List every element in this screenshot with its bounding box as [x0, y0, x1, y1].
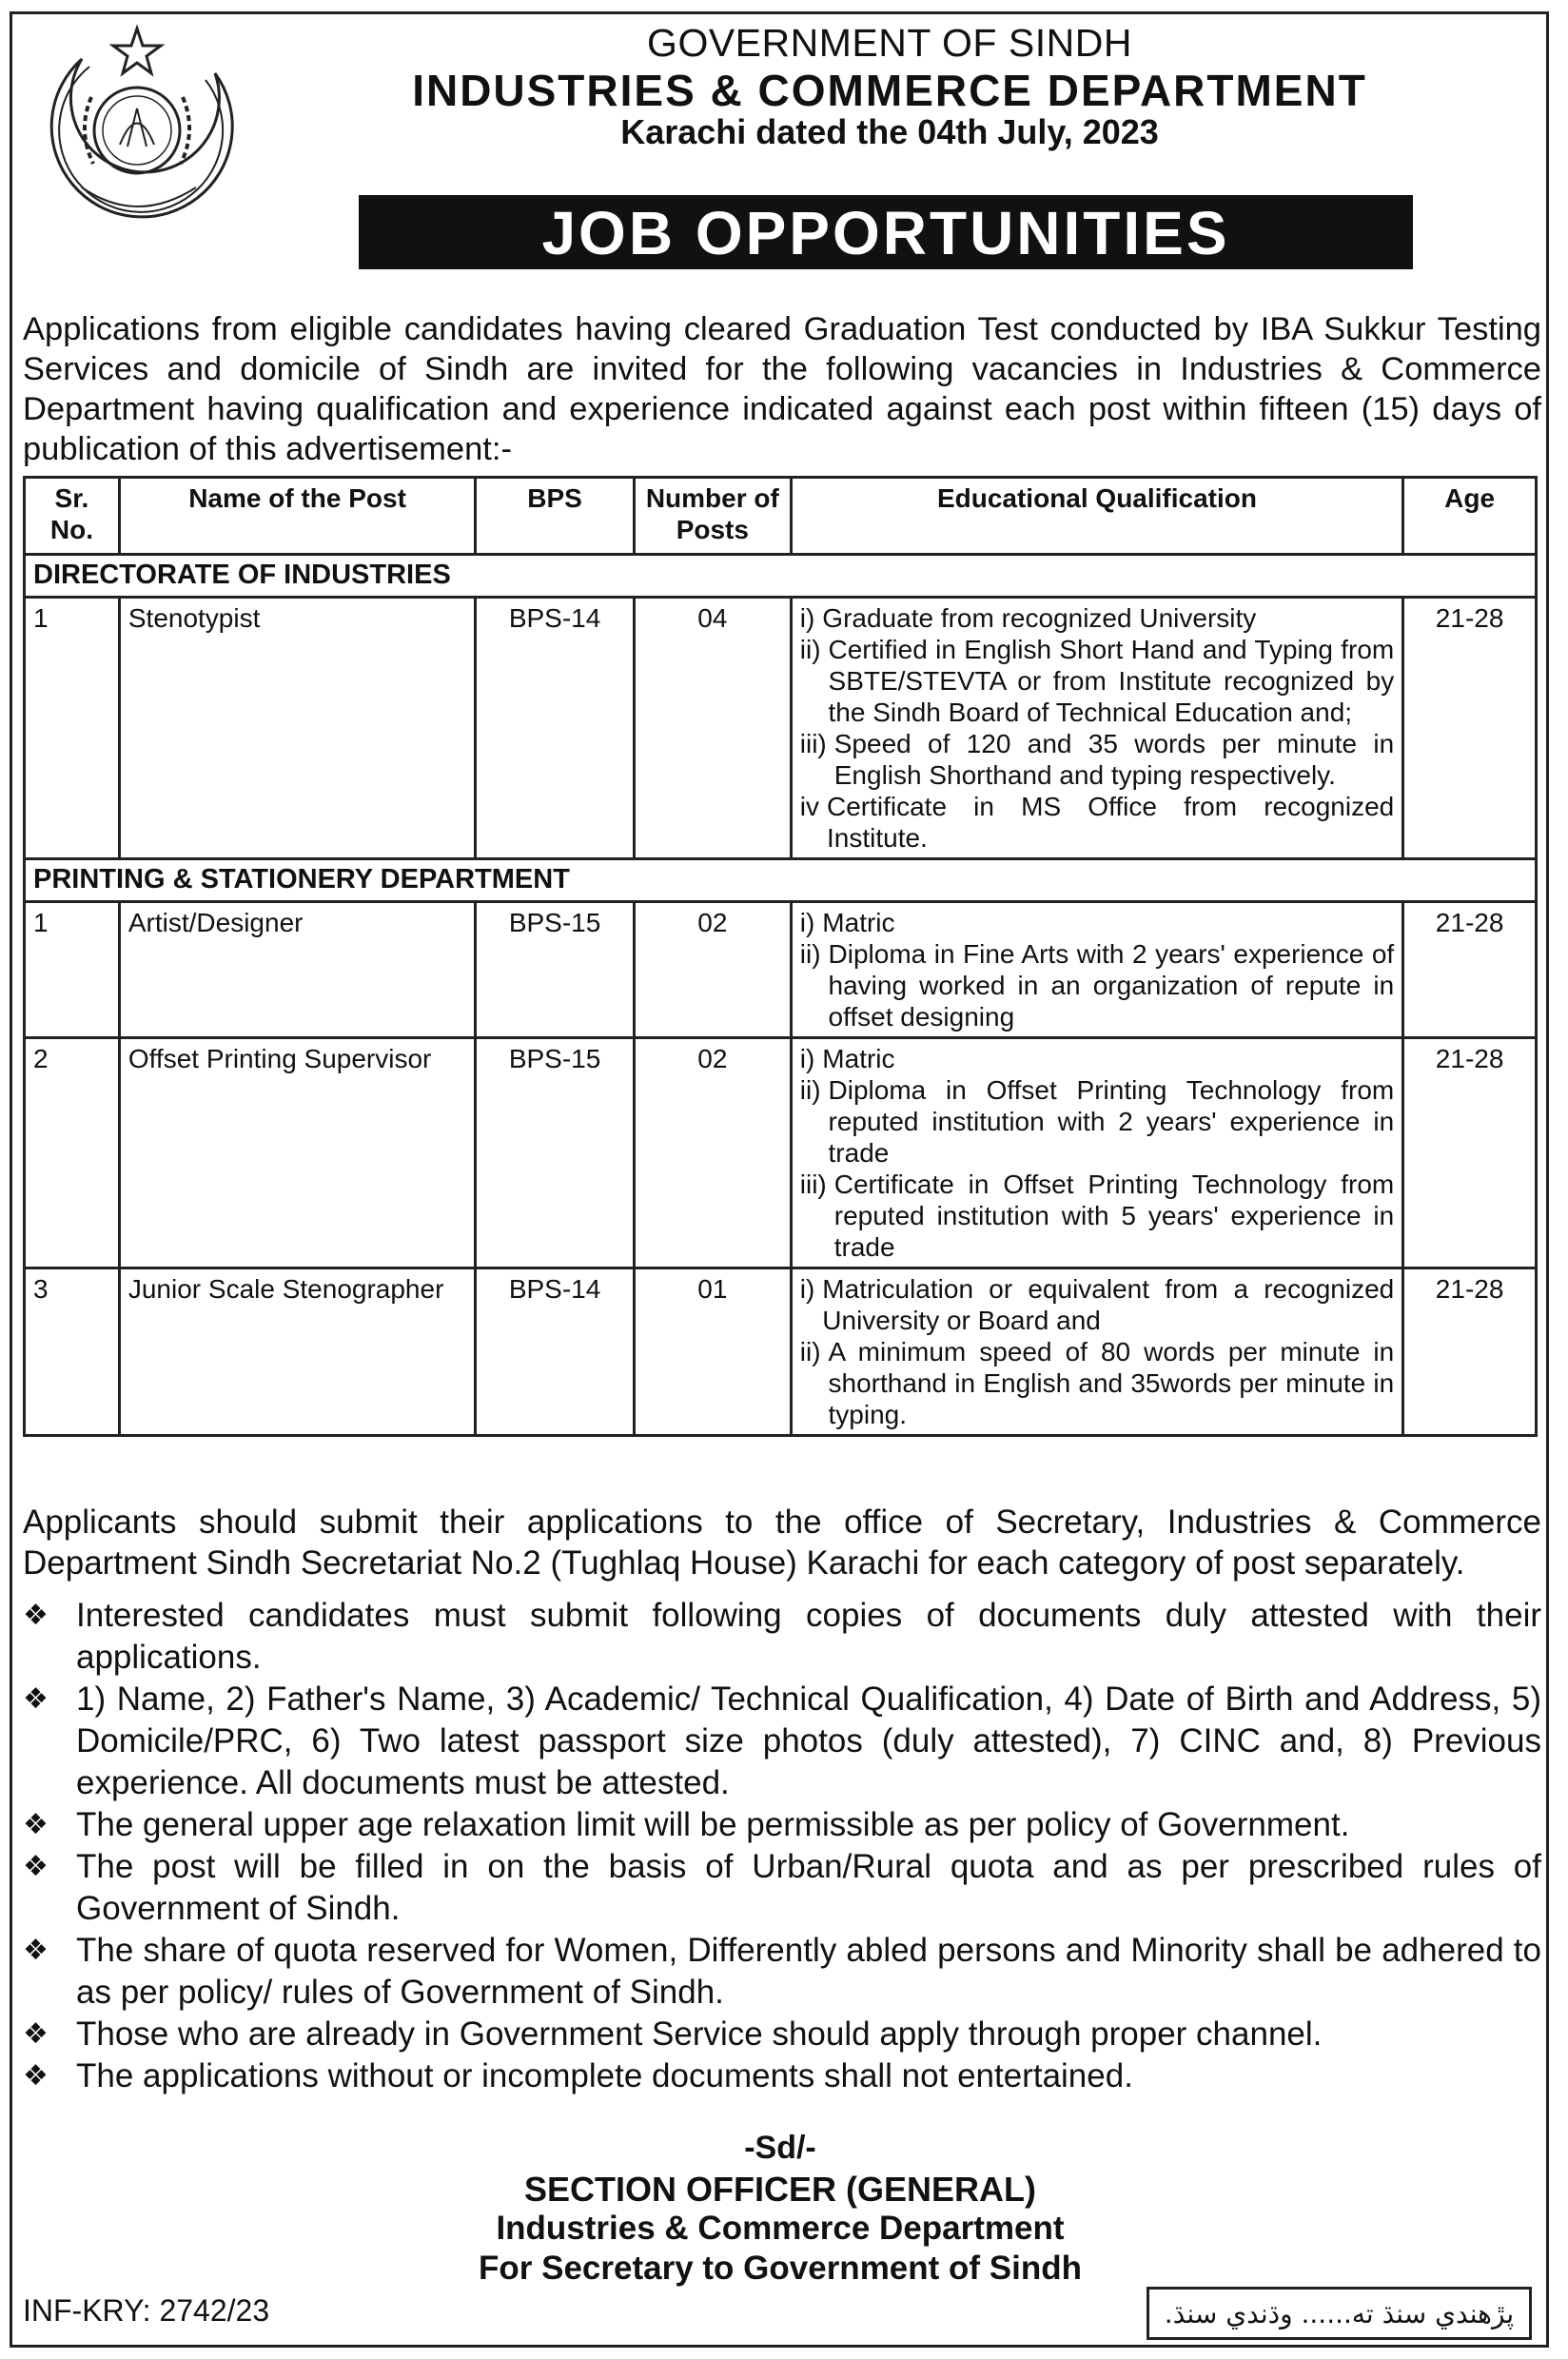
instruction-item — [23, 2014, 1541, 2055]
diamond-bullet-icon: ❖ — [23, 2060, 49, 2092]
instruction-text: The general upper age relaxation limit will be permissible as per policy of Government. — [76, 1806, 1350, 1843]
qualification-item — [800, 907, 1394, 938]
cell-bps: BPS-15 — [476, 902, 635, 1038]
cell-sr-no: 2 — [25, 1038, 120, 1268]
qualification-list — [800, 1043, 1394, 1263]
qualification-number: i) — [799, 603, 815, 633]
apply-paragraph: Applicants should submit their applications to the office of Secretary, Industries & Commerce Department Sindh Secretariat No.2 (Tughlaq House) Karachi for each category of post separately. — [23, 1504, 1541, 1582]
instruction-text: Interested candidates must submit following copies of documents duly attested with their applications. — [76, 1597, 1541, 1676]
header-sr-no: Sr. No. — [25, 478, 120, 555]
qualification-item — [800, 791, 1394, 854]
cell-bps: BPS-14 — [476, 1268, 635, 1436]
inf-reference: INF-KRY: 2742/23 — [23, 2293, 270, 2328]
table-header-row — [25, 478, 1537, 555]
cell-qualification — [791, 1038, 1402, 1268]
signature-sd: -Sd/- — [744, 2130, 816, 2166]
qualification-text: Certificate in Offset Printing Technology from reputed institution with 5 years' experience in trade — [833, 1170, 1395, 1262]
section-row — [25, 555, 1537, 598]
cell-number-of-posts: 02 — [634, 902, 791, 1038]
instruction-text: The post will be filled in on the basis of Urban/Rural quota and as per prescribed rules of Government of Sindh. — [76, 1848, 1541, 1927]
qualification-number: iii) — [799, 729, 827, 758]
qualification-item — [800, 1043, 1394, 1074]
cell-qualification — [791, 598, 1402, 859]
diamond-bullet-icon: ❖ — [23, 1600, 49, 1631]
qualification-text: Graduate from recognized University — [822, 603, 1257, 633]
cell-sr-no: 1 — [25, 902, 120, 1038]
header-number-of-posts: Number of Posts — [634, 478, 791, 555]
qualification-item — [800, 728, 1394, 791]
instruction-text: Those who are already in Government Service should apply through proper channel. — [76, 2015, 1323, 2053]
qualification-item — [800, 1273, 1394, 1336]
cell-age: 21-28 — [1403, 1038, 1537, 1268]
section-title: DIRECTORATE OF INDUSTRIES — [25, 555, 1537, 598]
qualification-number: ii) — [799, 939, 821, 969]
instruction-item — [23, 1930, 1541, 2014]
qualification-number: ii) — [799, 1337, 821, 1366]
qualification-item — [800, 1336, 1394, 1430]
table-body — [25, 555, 1537, 1436]
qualification-number: iv — [799, 792, 819, 821]
instruction-item — [23, 1804, 1541, 1846]
cell-qualification — [791, 902, 1402, 1038]
cell-sr-no: 1 — [25, 598, 120, 859]
qualification-text: Diploma in Fine Arts with 2 years' experience of having worked in an organization of repute in offset designing — [828, 939, 1395, 1032]
cell-age: 21-28 — [1403, 902, 1537, 1038]
header-qualification: Educational Qualification — [791, 478, 1402, 555]
instructions-list — [23, 1595, 1541, 2097]
instruction-text: The share of quota reserved for Women, Differently abled persons and Minority shall be adhered to as per policy/ rules of Government of Sindh. — [76, 1932, 1541, 2011]
cell-number-of-posts: 01 — [634, 1268, 791, 1436]
section-title: PRINTING & STATIONERY DEPARTMENT — [25, 859, 1537, 902]
department-title: INDUSTRIES & COMMERCE DEPARTMENT — [412, 66, 1367, 115]
instruction-text: The applications without or incomplete documents shall not entertained. — [76, 2057, 1133, 2094]
qualification-text: Diploma in Offset Printing Technology from reputed institution with 2 years' experience in trade — [828, 1075, 1395, 1168]
qualification-text: Certified in English Short Hand and Typing from SBTE/STEVTA or from Institute recognized by the Sindh Board of Technical Education and; — [828, 635, 1395, 727]
qualification-number: ii) — [799, 1075, 821, 1105]
instruction-item — [23, 1679, 1541, 1804]
qualification-text: Matric — [822, 908, 895, 937]
section-row — [25, 859, 1537, 902]
header-post-name: Name of the Post — [119, 478, 475, 555]
table-row — [25, 598, 1537, 859]
header-bps: BPS — [476, 478, 635, 555]
cell-sr-no: 3 — [25, 1268, 120, 1436]
instruction-item — [23, 1595, 1541, 1679]
cell-qualification — [791, 1268, 1402, 1436]
header-age: Age — [1403, 478, 1537, 555]
qualification-list — [800, 1273, 1394, 1430]
cell-age: 21-28 — [1403, 598, 1537, 859]
qualification-text: Matric — [822, 1044, 895, 1073]
dated-line: Karachi dated the 04th July, 2023 — [620, 112, 1159, 151]
diamond-bullet-icon: ❖ — [23, 2018, 49, 2050]
cell-number-of-posts: 02 — [634, 1038, 791, 1268]
government-title: GOVERNMENT OF SINDH — [647, 21, 1132, 65]
diamond-bullet-icon: ❖ — [23, 1809, 49, 1840]
qualification-number: ii) — [799, 635, 821, 664]
instruction-item — [23, 2055, 1541, 2097]
cell-bps: BPS-15 — [476, 1038, 635, 1268]
cell-post-name: Offset Printing Supervisor — [119, 1038, 475, 1268]
qualification-item — [800, 938, 1394, 1032]
cell-number-of-posts: 04 — [634, 598, 791, 859]
qualification-list — [800, 602, 1394, 854]
cell-post-name: Artist/Designer — [119, 902, 475, 1038]
instruction-item — [23, 1846, 1541, 1930]
qualification-list — [800, 907, 1394, 1032]
qualification-text: Certificate in MS Office from recognized Institute. — [826, 792, 1395, 853]
diamond-bullet-icon: ❖ — [23, 1851, 49, 1882]
qualification-text: A minimum speed of 80 words per minute in shorthand in English and 35words per minute in typing. — [828, 1337, 1395, 1429]
qualification-text: Matriculation or equivalent from a recognized University or Board and — [822, 1274, 1395, 1335]
sindhi-slogan-box: پڙهندي سنڌ ته...... وڌندي سنڌ. — [1147, 2287, 1532, 2340]
table-row — [25, 902, 1537, 1038]
qualification-number: i) — [799, 908, 815, 937]
sindh-government-emblem-icon — [25, 21, 244, 240]
intro-paragraph: Applications from eligible candidates having cleared Graduation Test conducted by IBA Sukkur Testing Services and domicile of Sindh are invited for the following vacancies in Industries & Commerce Department having qualification and experience indicated against each post within fifteen (15) days of publication of this advertisement:- — [23, 311, 1541, 467]
cell-bps: BPS-14 — [476, 598, 635, 859]
instruction-text: 1) Name, 2) Father's Name, 3) Academic/ Technical Qualification, 4) Date of Birth and Address, 5) Domicile/PRC, 6) Two latest passport size photos (duly attested), 7) CINC and, 8) Previous experience. All documents must be attested. — [76, 1681, 1541, 1801]
signature-for-line: For Secretary to Government of Sindh — [479, 2250, 1082, 2287]
signature-officer: SECTION OFFICER (GENERAL) — [524, 2170, 1036, 2209]
vacancies-table — [23, 476, 1538, 1437]
table-row — [25, 1038, 1537, 1268]
qualification-text: Speed of 120 and 35 words per minute in English Shorthand and typing respectively. — [833, 729, 1395, 790]
cell-post-name: Stenotypist — [119, 598, 475, 859]
qualification-item — [800, 602, 1394, 634]
qualification-item — [800, 1169, 1394, 1263]
diamond-bullet-icon: ❖ — [23, 1683, 49, 1715]
qualification-item — [800, 1074, 1394, 1169]
qualification-item — [800, 634, 1394, 728]
table-row — [25, 1268, 1537, 1436]
signature-department: Industries & Commerce Department — [496, 2210, 1065, 2247]
job-opportunities-banner: JOB OPPORTUNITIES — [359, 195, 1413, 269]
qualification-number: i) — [799, 1044, 815, 1073]
diamond-bullet-icon: ❖ — [23, 1935, 49, 1966]
cell-post-name: Junior Scale Stenographer — [119, 1268, 475, 1436]
qualification-number: i) — [799, 1274, 815, 1304]
qualification-number: iii) — [799, 1170, 827, 1199]
cell-age: 21-28 — [1403, 1268, 1537, 1436]
